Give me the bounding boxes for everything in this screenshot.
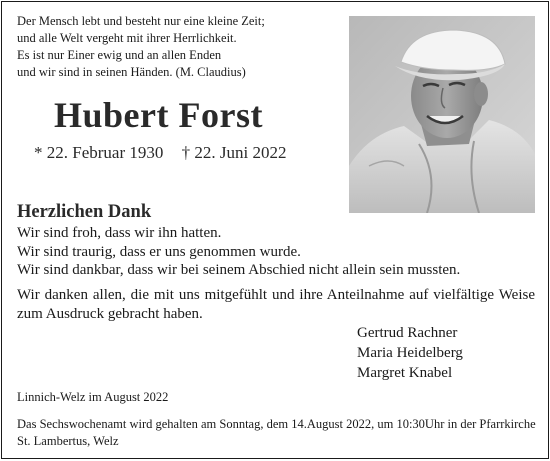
thanks-heading: Herzlichen Dank	[17, 202, 152, 222]
thanks-lines	[17, 224, 537, 280]
place-date: Linnich-Welz im August 2022	[17, 390, 169, 404]
thanks-line: Wir sind froh, dass wir ihn hatten.	[17, 225, 222, 241]
thanks-line: Wir sind traurig, dass er uns genommen wurde.	[17, 243, 301, 260]
life-dates	[34, 143, 286, 163]
thanks-line: Wir sind dankbar, dass wir bei seinem Abschied nicht allein sein mussten.	[17, 262, 461, 278]
birth-date: * 22. Februar 1930	[34, 143, 164, 162]
poem	[17, 13, 265, 81]
poem-line: Der Mensch lebt und besteht nur eine kleine Zeit;	[17, 14, 265, 28]
thanks-paragraph: Wir danken allen, die mit uns mitgefühlt und ihre Anteilnahme auf vielfältige Weise zum Ausdruck gebracht haben.	[17, 287, 535, 322]
poem-line: Es ist nur Einer ewig und an allen Enden	[17, 48, 222, 62]
poem-line: und alle Welt vergeht mit ihrer Herrlichkeit.	[17, 31, 237, 45]
signer-name: Maria Heidelberg	[357, 345, 463, 361]
deceased-name: Hubert Forst	[54, 95, 263, 135]
signers	[357, 323, 463, 383]
poem-line: und wir sind in seinen Händen. (M. Claudius)	[17, 65, 246, 79]
portrait-photo-icon	[349, 16, 535, 213]
portrait-photo	[349, 16, 535, 213]
death-date: † 22. Juni 2022	[181, 143, 287, 162]
signer-name: Margret Knabel	[357, 365, 453, 381]
signer-name: Gertrud Rachner	[357, 325, 458, 341]
service-announcement: Das Sechswochenamt wird gehalten am Sonntag, dem 14.August 2022, um 10:30Uhr in der Pfarrkirche St. Lambertus, Welz	[17, 417, 536, 448]
obituary-notice	[1, 1, 549, 459]
